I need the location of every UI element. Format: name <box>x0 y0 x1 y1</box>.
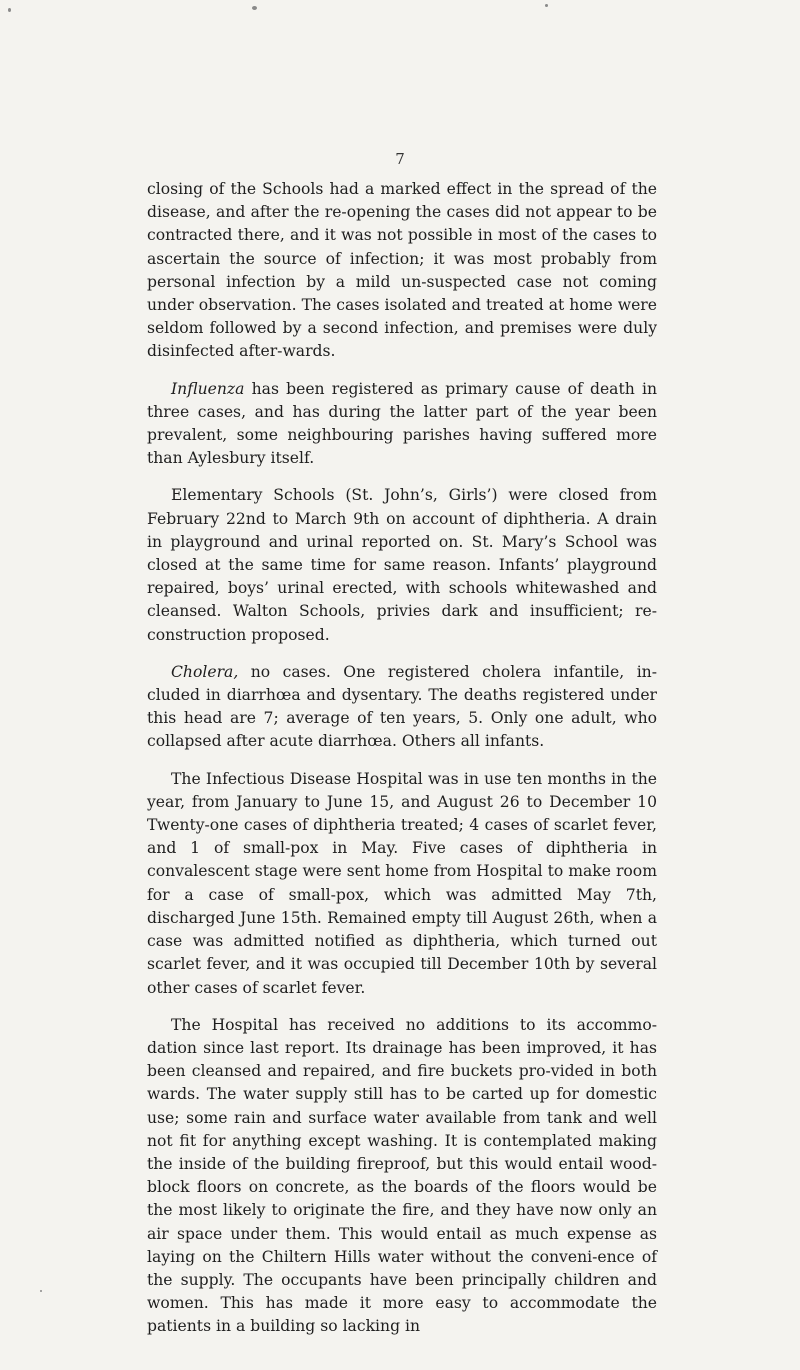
page-number: 7 <box>395 150 405 168</box>
paragraph-cholera <box>147 661 657 754</box>
paragraph-elementary-schools: Elementary Schools (St. John’s, Girls’) were closed from February 22nd to March 9th on account of diphtheria. A drain in playground and urinal reported on. St. Mary’s School was closed at the same time for same reason. Infants’ playground repaired, boys’ urinal erected, with schools whitewashed and cleansed. Walton Schools, privies dark and insufficient; re-construction proposed. <box>147 486 657 644</box>
paragraph-influenza <box>147 378 657 471</box>
term-cholera: Cholera, <box>171 662 239 681</box>
scan-speck <box>40 1290 42 1292</box>
paragraph-cholera-text: no cases. One registered cholera infantile, in-cluded in diarrhœa and dysentary. The deaths registered under this head are 7; average of ten years, 5. Only one adult, who collapsed after acute diarrhœa. Others all infants. <box>147 662 657 751</box>
scan-speck <box>545 4 548 7</box>
paragraph-infectious-disease-hospital: The Infectious Disease Hospital was in use ten months in the year, from January to June 15, and August 26 to December 10 Twenty-one cases of diphtheria treated; 4 cases of scarlet fever, and 1 of small-pox in May. Five cases of diphtheria in convalescent stage were sent home from Hospital to make room for a case of small-pox, which was admitted May 7th, discharged June 15th. Remained empty till August 26th, when a case was admitted notified as diphtheria, which turned out scarlet fever, and it was occupied till December 10th by several other cases of scarlet fever. <box>147 769 657 997</box>
paragraph-schools-closing: closing of the Schools had a marked effect in the spread of the disease, and after the re-opening the cases did not appear to be contracted there, and it was not possible in most of the cases to ascertain the source of infection; it was most probably from personal infection by a mild un-suspected case not coming under observation. The cases isolated and treated at home were seldom followed by a second infection, and premises were duly disinfected after-wards. <box>147 180 657 361</box>
scan-speck <box>8 8 11 12</box>
paragraph-influenza-text: has been registered as primary cause of death in three cases, and has during the latter part of the year been prevalent, some neighbouring parishes having suffered more than Aylesbury itself. <box>147 379 657 468</box>
body-text <box>147 178 657 1353</box>
term-influenza: Influenza <box>171 379 245 398</box>
paragraph-hospital-report: The Hospital has received no additions to its accommo-dation since last report. Its drainage has been improved, it has been cleansed and repaired, and fire buckets pro-vided in both wards. The water supply still has to be carted up for domestic use; some rain and surface water available from tank and well not fit for anything except washing. It is contemplated making the inside of the building fireproof, but this would entail wood-block floors on concrete, as the boards of the floors would be the most likely to originate the fire, and they have now only an air space under them. This would entail as much expense as laying on the Chiltern Hills water without the conveni-ence of the supply. The occupants have been principally children and women. This has made it more easy to accommodate the patients in a building so lacking in <box>147 1015 657 1336</box>
scan-speck <box>252 6 257 10</box>
